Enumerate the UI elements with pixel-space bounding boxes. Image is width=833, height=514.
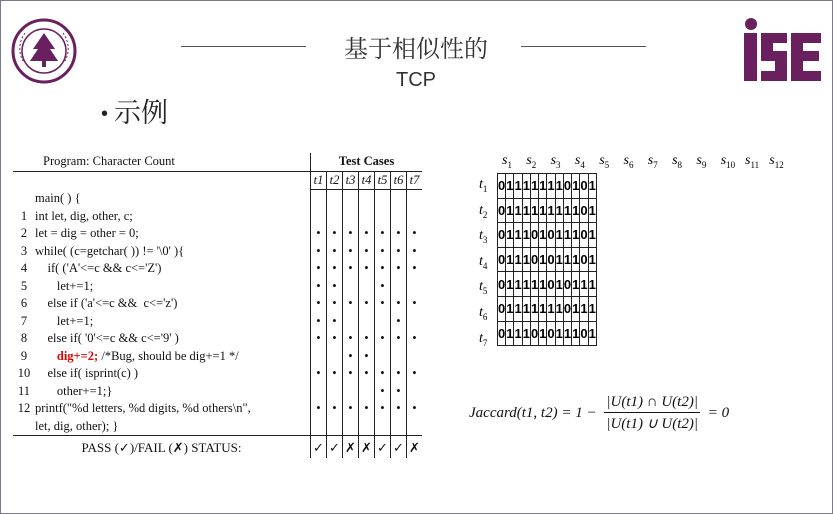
matrix-cell: 1	[539, 321, 547, 346]
coverage-dot: •	[327, 400, 343, 418]
line-number: 12	[17, 401, 31, 416]
coverage-empty	[343, 313, 359, 331]
formula-denominator: |U(t1) ∪ U(t2)|	[606, 416, 699, 432]
coverage-dot: •	[359, 365, 375, 383]
code-line-row	[13, 260, 422, 278]
matrix-cell: 0	[498, 247, 506, 272]
matrix-cell: 1	[539, 223, 547, 248]
coverage-empty	[375, 313, 391, 331]
matrix-cell: 1	[588, 296, 596, 321]
code-line-row	[13, 418, 422, 436]
code-text: let+=1;	[35, 278, 94, 293]
matrix-cell: 1	[563, 247, 571, 272]
code-line-row	[13, 330, 422, 348]
coverage-dot: •	[311, 225, 327, 243]
matrix-row-label: $t_1$	[479, 177, 488, 194]
status-mark: ✓	[311, 436, 327, 459]
formula-numerator: |U(t1) ∩ U(t2)|	[604, 393, 700, 413]
matrix-cell: 1	[530, 174, 538, 199]
matrix-column-header: $s_7$	[647, 153, 658, 170]
code-text: int let, dig, other, c;	[35, 208, 133, 223]
ise-logo	[741, 17, 823, 85]
matrix-grid	[497, 173, 597, 346]
matrix-column-header: $s_3$	[550, 153, 561, 170]
matrix-row-label: $t_2$	[479, 202, 488, 220]
matrix-cell: 1	[563, 223, 571, 248]
matrix-cell: 1	[506, 321, 514, 346]
coverage-empty	[391, 278, 407, 296]
formula-rhs: = 0	[707, 404, 730, 421]
status-mark: ✗	[359, 436, 375, 459]
coverage-dot: •	[327, 225, 343, 243]
matrix-cell: 1	[580, 272, 588, 297]
coverage-dot: •	[391, 365, 407, 383]
matrix-cell: 1	[588, 247, 596, 272]
matrix-row	[498, 174, 597, 199]
coverage-dot: •	[343, 243, 359, 261]
matrix-cell: 1	[563, 321, 571, 346]
coverage-empty	[327, 383, 343, 401]
test-column-header: t6	[391, 171, 407, 190]
coverage-dot: •	[375, 225, 391, 243]
code-text: if( ('A'<=c && c<='Z')	[35, 261, 162, 276]
matrix-cell: 1	[539, 296, 547, 321]
matrix-cell: 0	[498, 223, 506, 248]
coverage-dot: •	[311, 400, 327, 418]
coverage-dot: •	[311, 313, 327, 331]
status-label: PASS (✓)/FAIL (✗) STATUS:	[13, 436, 311, 459]
coverage-empty	[327, 190, 343, 208]
status-mark: ✓	[327, 436, 343, 459]
matrix-column-header: $s_1$	[502, 153, 512, 170]
coverage-dot: •	[327, 365, 343, 383]
matrix-row-label: $t_3$	[479, 228, 488, 245]
coverage-empty	[407, 348, 423, 366]
matrix-cell: 1	[506, 223, 514, 248]
coverage-dot: •	[407, 225, 423, 243]
line-number: 6	[20, 296, 28, 311]
coverage-dot: •	[359, 243, 375, 261]
matrix-cell: 1	[522, 198, 530, 223]
matrix-row	[498, 198, 597, 223]
matrix-column-header: $s_{11}$	[745, 153, 760, 170]
matrix-cell: 1	[555, 321, 563, 346]
coverage-dot: •	[375, 260, 391, 278]
code-line-row	[13, 243, 422, 261]
matrix-row-label: $t_7$	[479, 330, 488, 348]
code-text: while( (c=getchar( )) != '\0' ){	[35, 243, 185, 258]
bullet-text: 示例	[114, 98, 169, 128]
coverage-dot: •	[327, 243, 343, 261]
coverage-dot: •	[311, 243, 327, 261]
coverage-dot: •	[407, 365, 423, 383]
coverage-empty	[391, 348, 407, 366]
coverage-dot: •	[343, 260, 359, 278]
coverage-empty	[327, 418, 343, 436]
matrix-row-label: $t_4$	[479, 253, 488, 271]
matrix-cell: 1	[514, 272, 522, 297]
coverage-dot: •	[359, 400, 375, 418]
nanjing-university-logo	[11, 11, 77, 91]
blank-cell	[35, 171, 311, 190]
coverage-dot: •	[391, 260, 407, 278]
bug-statement: dig+=2;	[56, 348, 99, 363]
matrix-row	[498, 272, 597, 297]
matrix-cell: 1	[555, 223, 563, 248]
coverage-dot: •	[375, 365, 391, 383]
coverage-dot: •	[311, 330, 327, 348]
coverage-empty	[359, 278, 375, 296]
coverage-empty	[311, 208, 327, 226]
coverage-empty	[359, 208, 375, 226]
coverage-dot: •	[327, 330, 343, 348]
coverage-dot: •	[391, 243, 407, 261]
line-number: 5	[20, 278, 28, 293]
matrix-cell: 0	[580, 247, 588, 272]
coverage-dot: •	[311, 365, 327, 383]
matrix-cell: 0	[547, 321, 555, 346]
coverage-empty	[407, 313, 423, 331]
matrix-cell: 1	[588, 223, 596, 248]
coverage-dot: •	[343, 365, 359, 383]
matrix-cell: 1	[514, 321, 522, 346]
coverage-empty	[311, 348, 327, 366]
code-line-row	[13, 313, 422, 331]
matrix-cell: 1	[506, 174, 514, 199]
code-text: printf("%d letters, %d digits, %d others\n",	[35, 401, 251, 416]
coverage-empty	[343, 278, 359, 296]
test-column-header: t5	[375, 171, 391, 190]
coverage-dot: •	[391, 225, 407, 243]
matrix-cell: 0	[530, 247, 538, 272]
line-number: 9	[20, 348, 28, 363]
coverage-empty	[375, 190, 391, 208]
matrix-cell: 1	[555, 198, 563, 223]
line-number	[13, 418, 35, 436]
matrix-cell: 1	[572, 198, 580, 223]
coverage-dot: •	[343, 330, 359, 348]
matrix-cell: 0	[498, 321, 506, 346]
program-header: Program: Character Count	[13, 153, 311, 171]
line-number	[13, 190, 35, 208]
coverage-empty	[375, 208, 391, 226]
bullet-dot-icon: •	[101, 103, 109, 126]
coverage-empty	[407, 418, 423, 436]
coverage-empty	[375, 348, 391, 366]
code-text: let = dig = other = 0;	[35, 226, 139, 241]
code-line-row	[13, 190, 422, 208]
matrix-cell: 0	[563, 296, 571, 321]
matrix-cell: 1	[514, 174, 522, 199]
matrix-cell: 1	[506, 296, 514, 321]
test-column-header: t3	[343, 171, 359, 190]
matrix-cell: 1	[530, 198, 538, 223]
matrix-column-header: $s_{12}$	[769, 153, 784, 170]
coverage-dot: •	[407, 295, 423, 313]
blank-cell	[13, 171, 35, 190]
coverage-dot: •	[359, 225, 375, 243]
coverage-dot: •	[311, 260, 327, 278]
test-column-header: t7	[407, 171, 423, 190]
matrix-cell: 1	[522, 174, 530, 199]
matrix-cell: 0	[498, 272, 506, 297]
coverage-dot: •	[343, 348, 359, 366]
bullet-example	[101, 91, 168, 130]
coverage-dot: •	[343, 225, 359, 243]
status-mark: ✓	[391, 436, 407, 459]
matrix-row	[498, 296, 597, 321]
code-line-row	[13, 208, 422, 226]
coverage-dot: •	[311, 278, 327, 296]
coverage-dot: •	[407, 330, 423, 348]
coverage-empty	[407, 383, 423, 401]
matrix-cell: 1	[522, 296, 530, 321]
coverage-empty	[311, 418, 327, 436]
line-number: 4	[20, 261, 28, 276]
coverage-empty	[327, 208, 343, 226]
code-line-row	[13, 278, 422, 296]
matrix-cell: 1	[572, 223, 580, 248]
code-line-row	[13, 365, 422, 383]
matrix-cell: 1	[522, 272, 530, 297]
coverage-empty	[407, 190, 423, 208]
title-main: 基于相似性的	[344, 36, 488, 63]
matrix-cell: 1	[522, 223, 530, 248]
coverage-dot: •	[391, 295, 407, 313]
matrix-cell: 1	[506, 198, 514, 223]
coverage-empty	[327, 348, 343, 366]
matrix-cell: 0	[563, 174, 571, 199]
matrix-cell: 1	[588, 174, 596, 199]
code-text: let, dig, other); }	[35, 418, 119, 433]
code-text: main( ) {	[35, 191, 81, 205]
matrix-cell: 1	[522, 247, 530, 272]
coverage-empty	[343, 418, 359, 436]
matrix-cell: 1	[572, 321, 580, 346]
matrix-cell: 0	[580, 198, 588, 223]
coverage-dot: •	[375, 383, 391, 401]
code-text: else if ('a'<=c && c<='z')	[35, 296, 178, 311]
matrix-row-label: $t_5$	[479, 279, 488, 297]
line-number: 10	[17, 366, 31, 381]
matrix-cell: 1	[580, 296, 588, 321]
coverage-empty	[359, 418, 375, 436]
coverage-empty	[343, 383, 359, 401]
matrix-cell: 0	[547, 272, 555, 297]
matrix-cell: 1	[514, 296, 522, 321]
code-text: else if( isprint(c) )	[35, 366, 139, 381]
matrix-cell: 0	[498, 198, 506, 223]
matrix-cell: 1	[514, 247, 522, 272]
matrix-cell: 1	[514, 223, 522, 248]
coverage-empty	[359, 313, 375, 331]
status-mark: ✓	[375, 436, 391, 459]
matrix-cell: 1	[506, 247, 514, 272]
coverage-dot: •	[343, 295, 359, 313]
coverage-dot: •	[311, 295, 327, 313]
code-line-row	[13, 295, 422, 313]
code-text	[35, 348, 311, 366]
line-number: 7	[20, 313, 28, 328]
formula-fraction	[604, 393, 700, 434]
matrix-cell: 1	[539, 174, 547, 199]
coverage-dot: •	[391, 383, 407, 401]
coverage-dot: •	[407, 400, 423, 418]
test-column-header: t4	[359, 171, 375, 190]
matrix-column-header: $s_5$	[599, 153, 610, 170]
coverage-empty	[391, 208, 407, 226]
coverage-dot: •	[407, 243, 423, 261]
coverage-dot: •	[327, 313, 343, 331]
coverage-dot: •	[343, 400, 359, 418]
matrix-cell: 1	[530, 296, 538, 321]
matrix-cell: 1	[547, 296, 555, 321]
coverage-empty	[343, 208, 359, 226]
matrix-cell: 1	[539, 198, 547, 223]
test-cases-header: Test Cases	[311, 153, 423, 171]
matrix-cell: 1	[547, 198, 555, 223]
coverage-dot: •	[327, 295, 343, 313]
matrix-cell: 1	[555, 174, 563, 199]
coverage-dot: •	[375, 400, 391, 418]
coverage-empty	[311, 383, 327, 401]
matrix-cell: 1	[514, 198, 522, 223]
matrix-cell: 0	[580, 321, 588, 346]
code-indent	[35, 349, 57, 363]
coverage-empty	[311, 190, 327, 208]
coverage-dot: •	[359, 260, 375, 278]
code-text: other+=1;}	[35, 383, 113, 398]
matrix-cell: 1	[522, 321, 530, 346]
matrix-column-header: $s_2$	[526, 153, 537, 170]
code-line-row	[13, 400, 422, 418]
coverage-dot: •	[327, 260, 343, 278]
matrix-cell: 0	[563, 272, 571, 297]
matrix-column-header: $s_9$	[696, 153, 707, 170]
coverage-empty	[375, 418, 391, 436]
coverage-dot: •	[375, 330, 391, 348]
coverage-dot: •	[391, 330, 407, 348]
matrix-cell: 0	[580, 174, 588, 199]
coverage-dot: •	[359, 348, 375, 366]
matrix-cell: 1	[555, 272, 563, 297]
code-text: else if( '0'<=c && c<='9' )	[35, 331, 179, 346]
matrix-cell: 1	[555, 247, 563, 272]
matrix-cell: 0	[547, 223, 555, 248]
matrix-row-label: $t_6$	[479, 305, 488, 322]
code-line-row	[13, 348, 422, 366]
matrix-column-header: $s_{10}$	[720, 153, 736, 170]
coverage-empty	[407, 278, 423, 296]
matrix-cell: 0	[547, 247, 555, 272]
matrix-cell: 1	[588, 272, 596, 297]
line-number: 3	[20, 243, 28, 258]
code-text: let+=1;	[35, 313, 94, 328]
matrix-cell: 1	[547, 174, 555, 199]
matrix-row	[498, 247, 597, 272]
coverage-table	[13, 153, 422, 458]
code-line-row	[13, 225, 422, 243]
coverage-dot: •	[327, 278, 343, 296]
matrix-column-header: $s_6$	[623, 153, 634, 170]
coverage-dot: •	[375, 278, 391, 296]
jaccard-formula	[469, 393, 729, 434]
matrix-column-header: $s_4$	[574, 153, 585, 170]
bug-comment: /*Bug, should be dig+=1 */	[98, 348, 239, 363]
matrix-cell: 0	[530, 321, 538, 346]
coverage-dot: •	[407, 260, 423, 278]
coverage-empty	[343, 190, 359, 208]
matrix-cell: 1	[563, 198, 571, 223]
matrix-cell: 0	[498, 296, 506, 321]
coverage-empty	[407, 208, 423, 226]
status-mark: ✗	[343, 436, 359, 459]
matrix-row	[498, 223, 597, 248]
matrix-row	[498, 321, 597, 346]
formula-lhs: Jaccard(t1, t2) = 1 −	[469, 404, 597, 421]
matrix-cell: 1	[572, 272, 580, 297]
status-mark: ✗	[407, 436, 423, 459]
coverage-empty	[359, 383, 375, 401]
matrix-cell: 0	[530, 223, 538, 248]
matrix-cell: 0	[580, 223, 588, 248]
coverage-empty	[391, 418, 407, 436]
matrix-cell: 1	[530, 272, 538, 297]
matrix-cell: 1	[506, 272, 514, 297]
matrix-column-header: $s_8$	[672, 153, 683, 170]
matrix-cell: 1	[572, 296, 580, 321]
test-column-header: t2	[327, 171, 343, 190]
line-number: 1	[20, 208, 28, 223]
line-number: 8	[20, 331, 28, 346]
title-sub: TCP	[396, 69, 436, 91]
matrix-cell: 0	[498, 174, 506, 199]
line-number: 11	[17, 383, 31, 398]
line-number: 2	[20, 226, 28, 241]
coverage-dot: •	[391, 400, 407, 418]
test-column-header: t1	[311, 171, 327, 190]
coverage-dot: •	[359, 330, 375, 348]
coverage-dot: •	[375, 295, 391, 313]
coverage-dot: •	[375, 243, 391, 261]
code-line-row	[13, 383, 422, 401]
matrix-cell: 1	[572, 247, 580, 272]
coverage-dot: •	[391, 313, 407, 331]
coverage-empty	[359, 190, 375, 208]
slide-title	[181, 29, 651, 99]
coverage-dot: •	[359, 295, 375, 313]
matrix-cell: 1	[588, 198, 596, 223]
coverage-empty	[391, 190, 407, 208]
matrix-cell: 1	[555, 296, 563, 321]
matrix-cell: 1	[539, 247, 547, 272]
matrix-cell: 1	[539, 272, 547, 297]
matrix-cell: 1	[572, 174, 580, 199]
matrix-cell: 1	[588, 321, 596, 346]
